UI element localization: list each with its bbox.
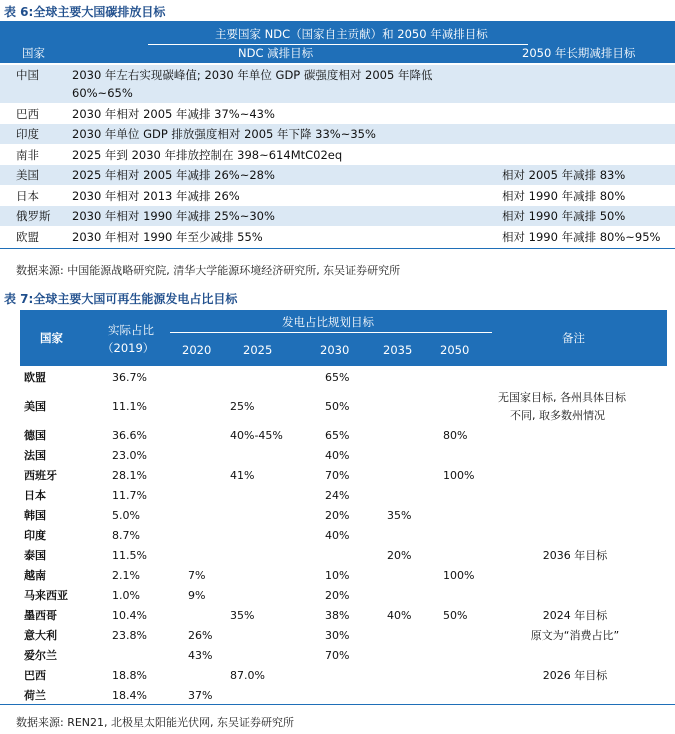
country-cell: 泰国 <box>24 549 46 562</box>
table-7-col-country: 国家 <box>40 331 63 345</box>
target-2020-cell: 26% <box>188 629 213 642</box>
target-2030-cell: 70% <box>325 649 350 662</box>
ndc-cell: 2030 年相对 1990 年至少减排 55% <box>72 230 263 244</box>
table-row <box>0 145 675 165</box>
actual-share-cell: 1.0% <box>112 589 140 602</box>
table-row <box>20 388 667 426</box>
country-cell: 马来西亚 <box>24 589 68 602</box>
target-2030-cell: 65% <box>325 371 350 384</box>
table-7-header-rule <box>170 332 492 333</box>
ndc-cell-line2: 60%~65% <box>72 86 133 100</box>
note-cell: 2026 年目标 <box>542 669 608 682</box>
country-cell: 印度 <box>16 127 39 141</box>
actual-share-cell: 23.0% <box>112 449 147 462</box>
table-row <box>20 446 667 466</box>
target-2035-cell: 20% <box>387 549 412 562</box>
target-2030-cell: 20% <box>325 509 350 522</box>
table-6-header-top: 主要国家 NDC（国家自主贡献）和 2050 年减排目标 <box>215 27 488 41</box>
target-2050-cell: 80% <box>443 429 468 442</box>
table-6-header <box>0 23 675 63</box>
target-2030-cell: 38% <box>325 609 350 622</box>
country-cell: 爱尔兰 <box>24 649 57 662</box>
table-row <box>20 686 667 706</box>
year-2020: 2020 <box>182 343 212 357</box>
year-2025: 2025 <box>243 343 273 357</box>
target-2050-cell: 50% <box>443 609 468 622</box>
table-row <box>20 566 667 586</box>
target-2020-cell: 7% <box>188 569 206 582</box>
country-cell: 印度 <box>24 529 46 542</box>
ndc-cell: 2030 年相对 2005 年减排 37%~43% <box>72 107 275 121</box>
actual-share-cell: 36.6% <box>112 429 147 442</box>
table-row <box>20 546 667 566</box>
actual-share-cell: 28.1% <box>112 469 147 482</box>
table-6-header-rule <box>148 44 528 45</box>
country-cell: 美国 <box>24 400 46 413</box>
table-row <box>0 65 675 103</box>
ndc-cell: 2030 年单位 GDP 排放强度相对 2005 年下降 33%~35% <box>72 127 376 141</box>
target-2035-cell: 40% <box>387 609 412 622</box>
year-2030: 2030 <box>320 343 350 357</box>
country-cell: 美国 <box>16 168 39 182</box>
ndc-cell: 2025 年到 2030 年排放控制在 398~614MtC02eq <box>72 148 343 162</box>
target-2030-cell: 40% <box>325 449 350 462</box>
country-cell: 韩国 <box>24 509 46 522</box>
target-2030-cell: 24% <box>325 489 350 502</box>
actual-share-cell: 10.4% <box>112 609 147 622</box>
country-cell: 德国 <box>24 429 46 442</box>
long-term-cell: 相对 1990 年减排 80% <box>502 189 626 203</box>
actual-share-cell: 11.5% <box>112 549 147 562</box>
table-row <box>20 626 667 646</box>
target-2025-cell: 87.0% <box>230 669 265 682</box>
target-2050-cell: 100% <box>443 469 475 482</box>
table-6-bottom-rule <box>0 248 675 249</box>
table-7-source: 数据来源: REN21, 北极星太阳能光伏网, 东吴证券研究所 <box>16 716 295 729</box>
ndc-cell: 2030 年左右实现碳峰值; 2030 年单位 GDP 碳强度相对 2005 年降低 <box>72 68 433 82</box>
table-6-col-long: 2050 年长期减排目标 <box>522 46 636 60</box>
note-cell: 原文为“消费占比” <box>530 629 620 642</box>
actual-share-cell: 36.7% <box>112 371 147 384</box>
actual-share-cell: 18.4% <box>112 689 147 702</box>
table-7-col-note: 备注 <box>562 331 585 345</box>
actual-share-cell: 18.8% <box>112 669 147 682</box>
target-2025-cell: 41% <box>230 469 255 482</box>
table-6-source: 数据来源: 中国能源战略研究院, 清华大学能源环境经济研究所, 东吴证券研究所 <box>16 264 401 277</box>
table-6-col-country: 国家 <box>22 46 45 60</box>
note-cell: 2036 年目标 <box>542 549 608 562</box>
actual-share-cell: 2.1% <box>112 569 140 582</box>
target-2030-cell: 70% <box>325 469 350 482</box>
country-cell: 欧盟 <box>24 371 46 384</box>
country-cell: 法国 <box>24 449 46 462</box>
table-row <box>0 206 675 226</box>
table-row <box>20 666 667 686</box>
target-2020-cell: 9% <box>188 589 206 602</box>
table-row <box>20 646 667 666</box>
note-cell-line2: 不同, 取多数州情况 <box>510 409 605 422</box>
country-cell: 日本 <box>24 489 46 502</box>
table-row <box>0 186 675 206</box>
table-7-header <box>20 310 667 366</box>
table-row <box>20 426 667 446</box>
target-2025-cell: 25% <box>230 400 255 413</box>
country-cell: 墨西哥 <box>24 609 57 622</box>
table-row <box>0 165 675 185</box>
target-2035-cell: 35% <box>387 509 412 522</box>
table-7-col-actual-year: （2019） <box>102 341 155 355</box>
country-cell: 南非 <box>16 148 39 162</box>
actual-share-cell: 8.7% <box>112 529 140 542</box>
target-2030-cell: 10% <box>325 569 350 582</box>
long-term-cell: 相对 1990 年减排 80%~95% <box>502 230 661 244</box>
country-cell: 日本 <box>16 189 39 203</box>
target-2020-cell: 43% <box>188 649 213 662</box>
table-row <box>20 506 667 526</box>
long-term-cell: 相对 2005 年减排 83% <box>502 168 626 182</box>
year-2050: 2050 <box>440 343 470 357</box>
country-cell: 意大利 <box>24 629 57 642</box>
country-cell: 欧盟 <box>16 230 39 244</box>
country-cell: 西班牙 <box>24 469 57 482</box>
table-7-col-actual: 实际占比 <box>108 323 154 337</box>
actual-share-cell: 11.7% <box>112 489 147 502</box>
table-6-caption: 表 6:全球主要大国碳排放目标 <box>4 5 166 19</box>
note-cell: 无国家目标, 各州具体目标 <box>498 391 626 404</box>
target-2050-cell: 100% <box>443 569 475 582</box>
table-row <box>20 486 667 506</box>
country-cell: 中国 <box>16 68 39 82</box>
table-7-col-plan: 发电占比规划目标 <box>282 315 374 329</box>
table-row <box>0 124 675 144</box>
table-row <box>20 606 667 626</box>
long-term-cell: 相对 1990 年减排 50% <box>502 209 626 223</box>
target-2030-cell: 20% <box>325 589 350 602</box>
ndc-cell: 2025 年相对 2005 年减排 26%~28% <box>72 168 275 182</box>
actual-share-cell: 23.8% <box>112 629 147 642</box>
table-row <box>20 586 667 606</box>
table-row <box>20 368 667 388</box>
country-cell: 巴西 <box>24 669 46 682</box>
country-cell: 越南 <box>24 569 46 582</box>
country-cell: 巴西 <box>16 107 39 121</box>
target-2030-cell: 65% <box>325 429 350 442</box>
target-2020-cell: 37% <box>188 689 213 702</box>
table-row <box>0 227 675 247</box>
target-2030-cell: 50% <box>325 400 350 413</box>
year-2035: 2035 <box>383 343 413 357</box>
target-2025-cell: 40%-45% <box>230 429 283 442</box>
table-row <box>20 526 667 546</box>
target-2030-cell: 40% <box>325 529 350 542</box>
actual-share-cell: 5.0% <box>112 509 140 522</box>
note-cell: 2024 年目标 <box>542 609 608 622</box>
table-row <box>20 466 667 486</box>
target-2030-cell: 30% <box>325 629 350 642</box>
ndc-cell: 2030 年相对 1990 年减排 25%~30% <box>72 209 275 223</box>
country-cell: 俄罗斯 <box>16 209 51 223</box>
target-2025-cell: 35% <box>230 609 255 622</box>
table-7-bottom-rule <box>0 704 675 705</box>
table-row <box>0 104 675 124</box>
table-7-caption: 表 7:全球主要大国可再生能源发电占比目标 <box>4 292 238 306</box>
table-6-col-ndc: NDC 减排目标 <box>238 46 314 60</box>
ndc-cell: 2030 年相对 2013 年减排 26% <box>72 189 240 203</box>
actual-share-cell: 11.1% <box>112 400 147 413</box>
country-cell: 荷兰 <box>24 689 46 702</box>
